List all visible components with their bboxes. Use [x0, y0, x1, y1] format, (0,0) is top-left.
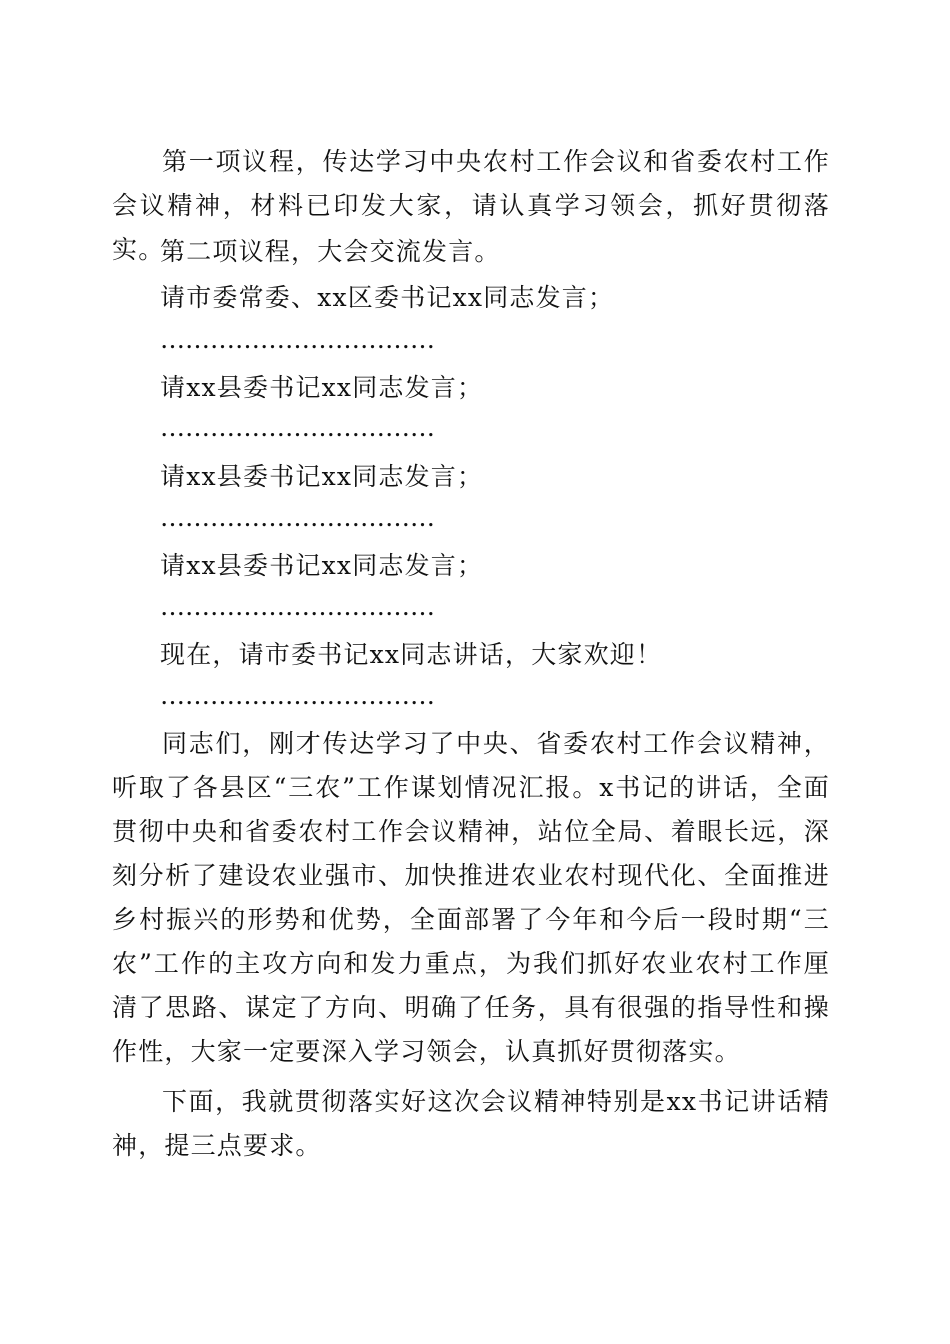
speaker-line-2: 请xx县委书记xx同志发言； [160, 373, 484, 402]
speaker-line-3: 请xx县委书记xx同志发言； [160, 462, 484, 491]
agenda-item-2: 第二项议程，大会交流发言。 [160, 237, 501, 266]
ellipsis-line-1: …………………………… [160, 325, 435, 354]
ellipsis-line-2: …………………………… [160, 413, 435, 442]
speaker-line-4: 请xx县委书记xx同志发言； [160, 551, 484, 580]
speaker-line-1: 请市委常委、xx区委书记xx同志发言； [160, 283, 615, 312]
ellipsis-line-3: …………………………… [160, 503, 435, 532]
agenda-item-1: 第一项议程，传达学习中央农村工作会议和省委农村工作会议精神，材料已印发大家，请认真学习领会，抓好贯彻落实。 [112, 147, 830, 264]
speech-invitation: 现在，请市委书记xx同志讲话，大家欢迎！ [160, 640, 663, 669]
body-paragraph-2: 下面，我就贯彻落实好这次会议精神特别是xx书记讲话精神，提三点要求。 [112, 1087, 830, 1160]
body-paragraph-1: 同志们，刚才传达学习了中央、省委农村工作会议精神，听取了各县区“三农”工作谋划情况汇报。x书记的讲话，全面贯彻中央和省委农村工作会议精神，站位全局、着眼长远，深刻分析了建设农业强市、加快推进农业农村现代化、全面推进乡村振兴的形势和优势，全面部署了今年和今后一段时期“三农”工作的主攻方向和发力重点，为我们抓好农业农村工作厘清了思路、谋定了方向、明确了任务，具有很强的指导性和操作性，大家一定要深入学习领会，认真抓好贯彻落实。 [112, 729, 830, 1066]
ellipsis-line-4: …………………………… [160, 592, 435, 621]
ellipsis-line-5: …………………………… [160, 681, 435, 710]
